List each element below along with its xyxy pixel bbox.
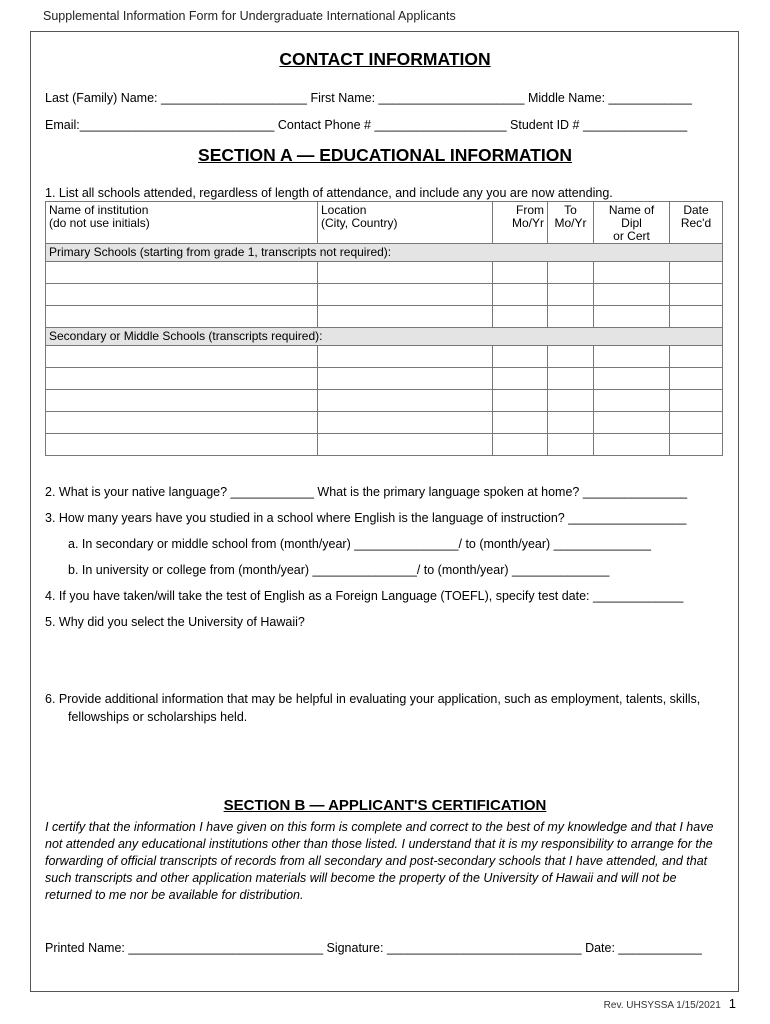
table-cell[interactable] — [670, 390, 723, 412]
secondary-schools-row — [46, 328, 723, 346]
secondary-schools-label: Secondary or Middle Schools (transcripts required): — [46, 328, 723, 346]
table-header-row — [46, 202, 723, 244]
question-3a[interactable]: a. In secondary or middle school from (month/year) _______________/ to (month/year) ______________ — [68, 537, 652, 551]
table-cell[interactable] — [548, 306, 594, 328]
table-row[interactable] — [46, 346, 723, 368]
signature-line[interactable]: Printed Name: ____________________________ Signature: ____________________________ Date: ____________ — [45, 941, 702, 955]
table-cell[interactable] — [548, 368, 594, 390]
table-cell[interactable] — [670, 434, 723, 456]
table-row[interactable] — [46, 284, 723, 306]
table-row[interactable] — [46, 434, 723, 456]
table-cell[interactable] — [493, 346, 548, 368]
table-cell[interactable] — [594, 368, 670, 390]
section-b-heading: SECTION B — APPLICANT'S CERTIFICATION — [223, 797, 547, 814]
col-institution-header: Name of institution (do not use initials) — [46, 202, 318, 244]
question-4[interactable]: 4. If you have taken/will take the test of English as a Foreign Language (TOEFL), specify test date: _____________ — [45, 589, 684, 603]
contact-email-line[interactable]: Email:____________________________ Contact Phone # ___________________ Student ID # _______________ — [45, 118, 688, 132]
table-cell[interactable] — [594, 306, 670, 328]
table-cell[interactable] — [493, 306, 548, 328]
table-cell[interactable] — [318, 368, 493, 390]
table-cell[interactable] — [46, 368, 318, 390]
table-cell[interactable] — [46, 346, 318, 368]
page-number: 1 — [728, 996, 736, 1011]
schools-table — [45, 201, 723, 456]
table-cell[interactable] — [670, 306, 723, 328]
footer — [604, 996, 736, 1011]
table-cell[interactable] — [594, 390, 670, 412]
table-cell[interactable] — [318, 346, 493, 368]
table-cell[interactable] — [670, 284, 723, 306]
contact-name-line[interactable]: Last (Family) Name: _____________________ First Name: _____________________ Middle Name: ____________ — [45, 91, 692, 105]
table-cell[interactable] — [594, 262, 670, 284]
col-to-header: To Mo/Yr — [548, 202, 594, 244]
col-from-header: From Mo/Yr — [493, 202, 548, 244]
table-cell[interactable] — [548, 434, 594, 456]
table-cell[interactable] — [318, 306, 493, 328]
table-cell[interactable] — [670, 412, 723, 434]
table-cell[interactable] — [46, 412, 318, 434]
table-cell[interactable] — [670, 346, 723, 368]
table-row[interactable] — [46, 306, 723, 328]
question-6: 6. Provide additional information that may be helpful in evaluating your application, such as employment, talents, skills, — [45, 692, 701, 706]
table-cell[interactable] — [318, 262, 493, 284]
table-cell[interactable] — [493, 368, 548, 390]
table-cell[interactable] — [493, 390, 548, 412]
table-cell[interactable] — [46, 284, 318, 306]
table-cell[interactable] — [594, 284, 670, 306]
question-5: 5. Why did you select the University of Hawaii? — [45, 615, 305, 629]
table-cell[interactable] — [46, 262, 318, 284]
certification-text: I certify that the information I have given on this form is complete and correct to the best of my knowledge and that I have not attended any educational institutions other than those listed. I understand that it is my responsibility to arrange for the forwarding of official transcripts of records from all secondary and post-secondary schools that I have attended, and that such transcripts and other application materials will become the property of the University of Hawaii and will not be returned to me nor be available for distribution. — [45, 820, 714, 902]
table-cell[interactable] — [493, 284, 548, 306]
table-cell[interactable] — [318, 434, 493, 456]
table-cell[interactable] — [670, 262, 723, 284]
primary-schools-label: Primary Schools (starting from grade 1, transcripts not required): — [46, 244, 723, 262]
table-cell[interactable] — [318, 412, 493, 434]
table-cell[interactable] — [594, 346, 670, 368]
table-cell[interactable] — [493, 412, 548, 434]
contact-heading: CONTACT INFORMATION — [279, 49, 491, 69]
table-cell[interactable] — [670, 368, 723, 390]
table-row[interactable] — [46, 368, 723, 390]
table-cell[interactable] — [548, 284, 594, 306]
question-1: 1. List all schools attended, regardless of length of attendance, and include any you are now attending. — [45, 186, 613, 200]
col-date-header: Date Rec'd — [670, 202, 723, 244]
table-cell[interactable] — [493, 434, 548, 456]
table-cell[interactable] — [548, 262, 594, 284]
table-row[interactable] — [46, 390, 723, 412]
question-6-cont: fellowships or scholarships held. — [68, 710, 248, 724]
table-cell[interactable] — [46, 434, 318, 456]
table-cell[interactable] — [594, 434, 670, 456]
table-cell[interactable] — [46, 306, 318, 328]
table-row[interactable] — [46, 412, 723, 434]
col-diploma-header: Name of Dipl or Cert — [594, 202, 670, 244]
table-cell[interactable] — [46, 390, 318, 412]
question-2[interactable]: 2. What is your native language? ____________ What is the primary language spoken at home? _______________ — [45, 485, 688, 499]
question-3b[interactable]: b. In university or college from (month/year) _______________/ to (month/year) ______________ — [68, 563, 610, 577]
table-row[interactable] — [46, 262, 723, 284]
table-cell[interactable] — [594, 412, 670, 434]
table-cell[interactable] — [548, 412, 594, 434]
form-header-title: Supplemental Information Form for Undergraduate International Applicants — [43, 9, 456, 23]
primary-schools-row — [46, 244, 723, 262]
table-cell[interactable] — [548, 390, 594, 412]
table-cell[interactable] — [548, 346, 594, 368]
table-cell[interactable] — [493, 262, 548, 284]
table-cell[interactable] — [318, 390, 493, 412]
revision-label: Rev. UHSYSSA 1/15/2021 — [603, 1000, 721, 1011]
col-location-header: Location (City, Country) — [318, 202, 493, 244]
question-3[interactable]: 3. How many years have you studied in a school where English is the language of instruction? _________________ — [45, 511, 687, 525]
section-a-heading: SECTION A — EDUCATIONAL INFORMATION — [198, 145, 572, 165]
table-cell[interactable] — [318, 284, 493, 306]
